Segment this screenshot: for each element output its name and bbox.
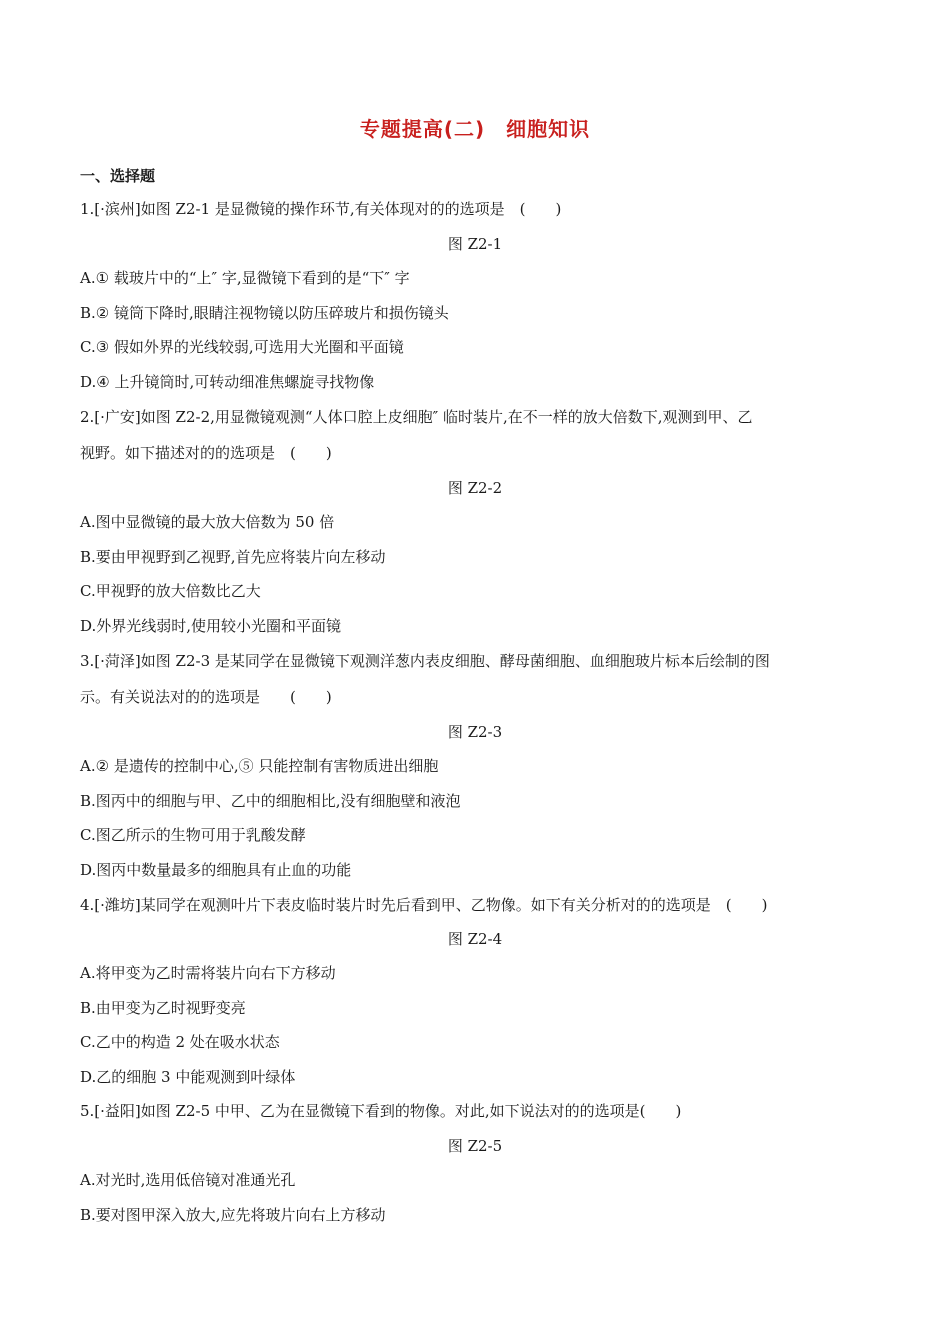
question-5-option-b: B.要对图甲深入放大,应先将玻片向右上方移动 <box>80 1206 386 1224</box>
question-4-stem: 4.[·潍坊]某同学在观测叶片下表皮临时装片时先后看到甲、乙物像。如下有关分析对的的选项是 ( ) <box>80 896 768 914</box>
question-3-option-b: B.图丙中的细胞与甲、乙中的细胞相比,没有细胞壁和液泡 <box>80 792 461 810</box>
question-2-option-d: D.外界光线弱时,使用较小光圈和平面镜 <box>80 617 342 635</box>
question-2-stem-line-2: 视野。如下描述对的的选项是 ( ) <box>80 444 332 462</box>
question-2-option-b: B.要由甲视野到乙视野,首先应将装片向左移动 <box>80 548 386 566</box>
question-1-option-a: A.① 载玻片中的“上″ 字,显微镜下看到的是“下″ 字 <box>80 269 410 287</box>
page-title: 专题提高(二) 细胞知识 <box>359 117 591 141</box>
question-2-stem-line-1: 2.[·广安]如图 Z2-2,用显微镜观测“人体口腔上皮细胞″ 临时装片,在不一样的放大倍数下,观测到甲、乙 <box>80 408 753 426</box>
question-5-stem: 5.[·益阳]如图 Z2-5 中甲、乙为在显微镜下看到的物像。对此,如下说法对的的选项是( ) <box>80 1102 682 1120</box>
question-3-option-c: C.图乙所示的生物可用于乳酸发酵 <box>80 826 306 844</box>
question-3-figure-caption: 图 Z2-3 <box>447 723 503 741</box>
question-1-option-b: B.② 镜筒下降时,眼睛注视物镜以防压碎玻片和损伤镜头 <box>80 304 449 322</box>
question-1-stem: 1.[·滨州]如图 Z2-1 是显微镜的操作环节,有关体现对的的选项是 ( ) <box>80 200 562 218</box>
question-4-option-c: C.乙中的构造 2 处在吸水状态 <box>80 1033 280 1051</box>
question-1-option-d: D.④ 上升镜筒时,可转动细准焦螺旋寻找物像 <box>80 373 375 391</box>
question-4-option-d: D.乙的细胞 3 中能观测到叶绿体 <box>80 1068 296 1086</box>
question-2-option-c: C.甲视野的放大倍数比乙大 <box>80 582 261 600</box>
question-3-stem-line-2: 示。有关说法对的的选项是 ( ) <box>80 688 332 706</box>
question-5-figure-caption: 图 Z2-5 <box>447 1137 503 1155</box>
question-2-option-a: A.图中显微镜的最大放大倍数为 50 倍 <box>80 513 335 531</box>
question-2-figure-caption: 图 Z2-2 <box>447 479 503 497</box>
question-4-figure-caption: 图 Z2-4 <box>447 930 503 948</box>
section-heading: 一、选择题 <box>80 167 156 185</box>
question-1-option-c: C.③ 假如外界的光线较弱,可选用大光圈和平面镜 <box>80 338 404 356</box>
question-4-option-a: A.将甲变为乙时需将装片向右下方移动 <box>80 964 336 982</box>
question-3-stem-line-1: 3.[·菏泽]如图 Z2-3 是某同学在显微镜下观测洋葱内表皮细胞、酵母菌细胞、血细胞玻片标本后绘制的图 <box>80 652 770 670</box>
question-5-option-a: A.对光时,选用低倍镜对准通光孔 <box>80 1171 296 1189</box>
question-3-option-d: D.图丙中数量最多的细胞具有止血的功能 <box>80 861 352 879</box>
question-4-option-b: B.由甲变为乙时视野变亮 <box>80 999 246 1017</box>
question-3-option-a: A.② 是遗传的控制中心,⑤ 只能控制有害物质进出细胞 <box>80 757 439 775</box>
question-1-figure-caption: 图 Z2-1 <box>447 235 503 253</box>
